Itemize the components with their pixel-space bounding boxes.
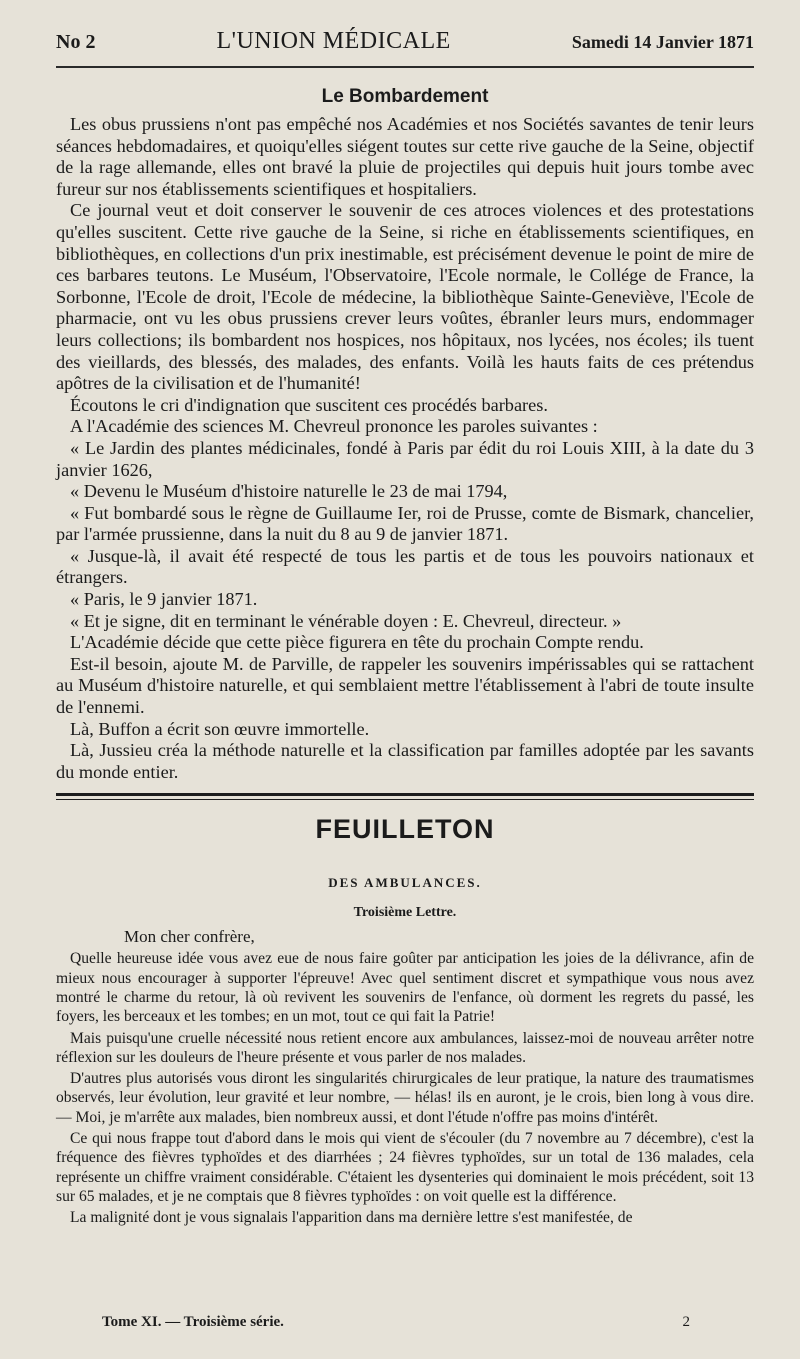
- quote-line: « Jusque-là, il avait été respecté de tous les partis et de tous les pouvoirs nationaux et étrangers.: [56, 545, 754, 588]
- article-paragraph: Écoutons le cri d'indignation que suscitent ces procédés barbares.: [70, 394, 548, 415]
- feuilleton-paragraph: Quelle heureuse idée vous avez eue de nous faire goûter par anticipation les joies de la délivrance, afin de mieux nous encourager à supporter l'épreuve! Avec quel sentiment discret et sympathique vous nous avez montré le charme du retour, là où revivent les souvenirs de l'enfance, où dorment les regrets du passé, les foyers, les berceaux et les tombes; en un mot, tout ce qui fait la Patrie!: [56, 950, 754, 1026]
- tome-label: Tome XI. — Troisième série.: [102, 1314, 284, 1330]
- quote-line: « Le Jardin des plantes médicinales, fondé à Paris par édit du roi Louis XIII, à la date du 3 janvier 1626,: [56, 437, 754, 480]
- quote-line: « Fut bombardé sous le règne de Guillaume Ier, roi de Prusse, comte de Bismark, chancelier, par l'armée prussienne, dans la nuit du 8 au 9 de janvier 1871.: [56, 502, 754, 545]
- issue-date: Samedi 14 Janvier 1871: [571, 32, 754, 52]
- page-header: [56, 28, 754, 62]
- feuilleton-paragraph: D'autres plus autorisés vous diront les singularités chirurgicales de leur pratique, la nature des traumatismes observés, leur évolution, leur gravité et leur nombre, — hélas! ils en auront, je le crois, bien long à vous dire. — Moi, je m'arrête aux malades, bien nombreux aussi, et dont l'étude n'offre pas moins d'intérêt.: [56, 1070, 754, 1126]
- quote-line: « Paris, le 9 janvier 1871.: [70, 589, 258, 610]
- feuilleton-title: FEUILLETON: [315, 814, 495, 845]
- page-number: 2: [682, 1314, 690, 1330]
- article-paragraph: L'Académie décide que cette pièce figurera en tête du prochain Compte rendu.: [70, 632, 644, 653]
- header-rule: [56, 66, 754, 68]
- article-paragraph: Ce journal veut et doit conserver le souvenir de ces atroces violences et des protestations qu'elles suscitent. Cette rive gauche de la Seine, si riche en établissements scientifiques, en bibliothèques, en collections d'un prix inestimable, est précisément devenue le point de mire de ces barbares teutons. Le Muséum, l'Observatoire, l'Ecole normale, le Collége de France, la Sorbonne, l'Ecole de droit, l'Ecole de médecine, la bibliothèque Sainte-Geneviève, l'Ecole de pharmacie, ont vu les obus prussiens crever leurs voûtes, ébranler leurs murs, endommager leurs collections; ils bombardent nos hospices, nos hôpitaux, nos lycées, nos écoles; ils tuent des vieillards, des blessés, des malades, des enfants. Voilà les hauts faits de ces prétendus apôtres de la civilisation et de l'humanité!: [56, 200, 754, 394]
- feuilleton-subtitle: DES AMBULANCES.: [328, 875, 482, 891]
- journal-title: L'UNION MÉDICALE: [216, 28, 451, 54]
- article-paragraph: Là, Jussieu créa la méthode naturelle et la classification par familles adoptée par les savants du monde entier.: [56, 740, 754, 782]
- feuilleton-paragraph: Mais puisqu'une cruelle nécessité nous retient encore aux ambulances, laissez-moi de nouveau arrêter notre réflexion sur les douleurs de l'heure présente et vous parler de nos malades.: [56, 1029, 754, 1066]
- feuilleton-body: [56, 949, 754, 1227]
- article-paragraph: A l'Académie des sciences M. Chevreul prononce les paroles suivantes :: [70, 416, 598, 437]
- article-title: Le Bombardement: [321, 86, 489, 107]
- article-body: [56, 114, 754, 783]
- quote-line: « Devenu le Muséum d'histoire naturelle le 23 de mai 1794,: [70, 481, 508, 502]
- letter-heading: Troisième Lettre.: [353, 905, 457, 921]
- salutation: Mon cher confrère,: [124, 927, 255, 947]
- article-paragraph: Là, Buffon a écrit son œuvre immortelle.: [70, 718, 370, 739]
- article-paragraph: Les obus prussiens n'ont pas empêché nos Académies et nos Sociétés savantes de tenir leurs séances hebdomadaires, et quoiqu'elles siégent toutes sur cette rive gauche de la Seine, objectif de la rage allemande, elles ont bravé la pluie de projectiles qui depuis huit jours tombe avec fureur sur nos établissements scientifiques et hospitaliers.: [56, 114, 754, 199]
- feuilleton-paragraph: La malignité dont je vous signalais l'apparition dans ma dernière lettre s'est manifestée, de: [70, 1209, 633, 1227]
- quote-line: « Et je signe, dit en terminant le vénérable doyen : E. Chevreul, directeur. »: [70, 610, 622, 631]
- page-footer: [102, 1314, 690, 1331]
- feuilleton-paragraph: Ce qui nous frappe tout d'abord dans le mois qui vient de s'écouler (du 7 novembre au 7 décembre), c'est la fréquence des fièvres typhoïdes et des diarrhées ; 24 fièvres typhoïdes, sur un total de 136 malades, cela représente un chiffre vraiment considérable. C'étaient les dysenteries qui dominaient le mois précédent, soit 13 sur 65 malades, et je ne comptais que 8 fièvres typhoïdes : on voit quelle est la différence.: [56, 1130, 754, 1205]
- article-paragraph: Est-il besoin, ajoute M. de Parville, de rappeler les souvenirs impérissables qui se rattachent au Muséum d'histoire naturelle, et qui semblaient mettre l'établissement à l'abri de toute insulte de l'ennemi.: [56, 653, 754, 718]
- issue-number: No 2: [56, 31, 96, 53]
- feuilleton-divider: [56, 793, 754, 800]
